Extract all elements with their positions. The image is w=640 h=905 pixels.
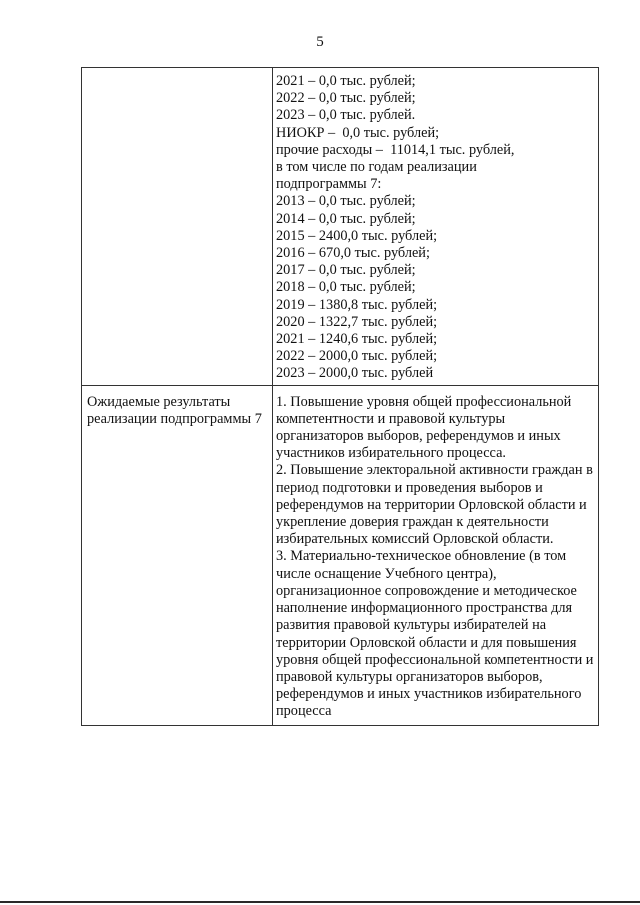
financing-line: 2021 – 0,0 тыс. рублей;: [276, 73, 416, 89]
expected-results-label-cell: [82, 385, 273, 725]
financing-line: 2019 – 1380,8 тыс. рублей;: [276, 296, 438, 313]
financing-values-cell: [273, 68, 599, 386]
table-row-expected-results: [82, 385, 599, 725]
financing-line: подпрограммы 7:: [276, 176, 382, 193]
table-row-financing: [82, 68, 599, 386]
program-passport-table: [81, 67, 599, 726]
financing-line: 2015 – 2400,0 тыс. рублей;: [276, 227, 438, 244]
financing-line: 2016 – 670,0 тыс. рублей;: [276, 245, 430, 262]
financing-line: 2017 – 0,0 тыс. рублей;: [276, 262, 416, 279]
financing-line: 2018 – 0,0 тыс. рублей;: [276, 279, 416, 296]
expected-results-label-line: Ожидаемые результаты: [87, 393, 231, 410]
financing-line: 2023 – 0,0 тыс. рублей.: [276, 107, 416, 124]
expected-result-item-1: 1. Повышение уровня общей профессиональной компетентности и правовой культуры организаторов выборов, референдумов и иных участников избирательного процесса.: [276, 393, 572, 462]
financing-line: 2022 – 2000,0 тыс. рублей;: [276, 348, 438, 365]
page-number: 5: [316, 34, 324, 50]
financing-line: в том числе по годам реализации: [276, 159, 477, 176]
financing-line: 2020 – 1322,7 тыс. рублей;: [276, 313, 438, 330]
financing-line: 2014 – 0,0 тыс. рублей;: [276, 210, 416, 227]
financing-line: 2022 – 0,0 тыс. рублей;: [276, 90, 416, 107]
financing-line: 2021 – 1240,6 тыс. рублей;: [276, 331, 438, 348]
expected-result-item-2: 2. Повышение электоральной активности граждан в период подготовки и проведения выборов и референдумов на территории Орловской области и укрепление доверия граждан к деятельности избирательных комиссий Орловской области.: [276, 462, 593, 548]
expected-results-text-cell: [273, 385, 599, 725]
expected-result-item-3: 3. Материально-техническое обновление (в том числе оснащение Учебного центра), организационное сопровождение и методическое наполнение информационного пространства для развития правовой культуры избирателей на территории Орловской области и для повышения уровня общей профессиональной компетентности и правовой культуры организаторов выборов, референдумов и иных участников избирательного процесса: [276, 548, 594, 720]
financing-line: прочие расходы – 11014,1 тыс. рублей,: [276, 141, 515, 158]
page-bottom-edge: [0, 901, 640, 903]
financing-line: 2023 – 2000,0 тыс. рублей: [276, 365, 434, 382]
financing-line: 2013 – 0,0 тыс. рублей;: [276, 193, 416, 210]
financing-label-cell: [82, 68, 273, 386]
expected-results-label-line: реализации подпрограммы 7: [87, 410, 262, 427]
financing-line: НИОКР – 0,0 тыс. рублей;: [276, 124, 440, 141]
